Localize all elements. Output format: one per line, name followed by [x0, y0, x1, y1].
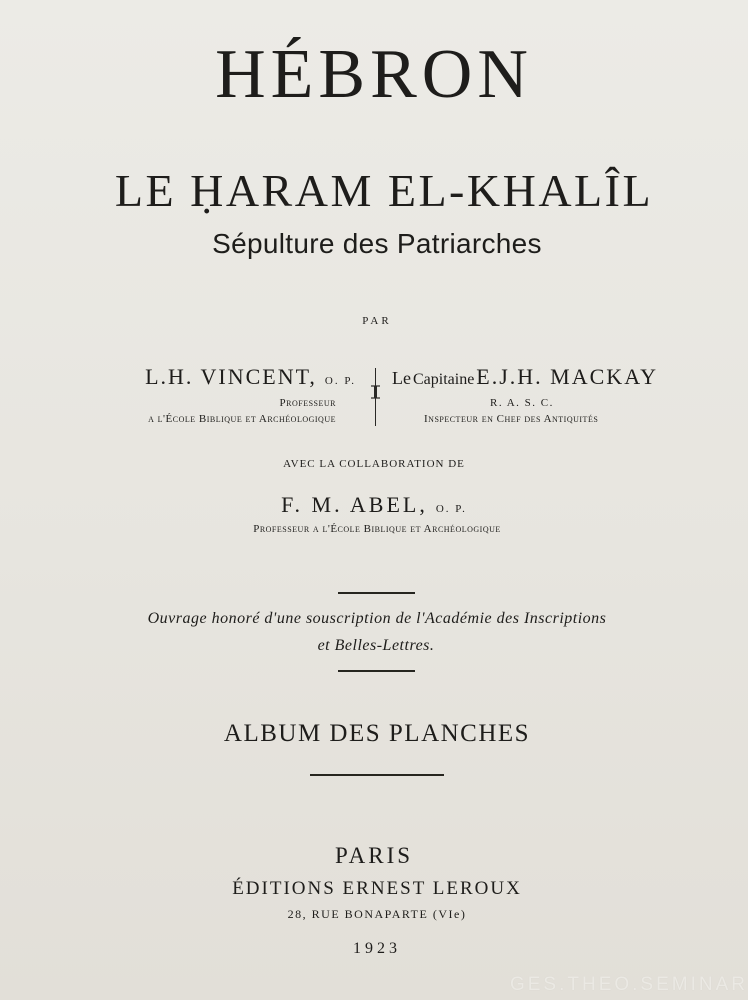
author2-role: Inspecteur en Chef des Antiquités [424, 413, 599, 425]
author1-name-line [145, 366, 356, 388]
honor-line-2: et Belles-Lettres. [317, 637, 435, 654]
author2-unit: R. A. S. C. [490, 397, 554, 409]
author1-role2: a l'École Biblique et Archéologique [148, 413, 336, 425]
divider-ornament-icon [371, 383, 380, 401]
book-subsubtitle: Sépulture des Patriarches [212, 228, 542, 259]
author1-order: O. P. [324, 375, 356, 387]
book-title: HÉBRON [215, 36, 533, 113]
collaborator-order: O. P. [435, 503, 467, 515]
rule-top [338, 592, 415, 594]
collaborator-name-line [0, 492, 748, 518]
author2-name-line [392, 366, 658, 388]
imprint-publisher: ÉDITIONS ERNEST LEROUX [232, 878, 522, 899]
author1-role1: Professeur [279, 397, 336, 409]
author1-name: L.H. VINCENT, [145, 364, 317, 389]
collaboration-label: AVEC LA COLLABORATION DE [283, 458, 465, 470]
rule-middle [338, 670, 415, 672]
collaborator-name: F. M. ABEL, [281, 492, 428, 517]
rule-bottom [310, 774, 444, 776]
author2-name: E.J.H. MACKAY [476, 364, 658, 389]
author2-rank: Capitaine [412, 371, 475, 388]
library-stamp: GES.THEO.SEMINAR [509, 974, 748, 995]
collaborator-role: Professeur a l'École Biblique et Archéologique [253, 523, 501, 535]
album-title: ALBUM DES PLANCHES [223, 720, 531, 747]
author2-prefix: Le [392, 368, 411, 388]
honor-line-1: Ouvrage honoré d'une souscription de l'Académie des Inscriptions [147, 610, 607, 627]
par-label: PAR [362, 315, 392, 327]
imprint-city: PARIS [334, 843, 414, 868]
imprint-year: 1923 [353, 940, 401, 957]
imprint-address: 28, RUE BONAPARTE (VIe) [287, 907, 467, 921]
book-subtitle: LE ḤARAM EL-KHALÎL [114, 165, 654, 216]
